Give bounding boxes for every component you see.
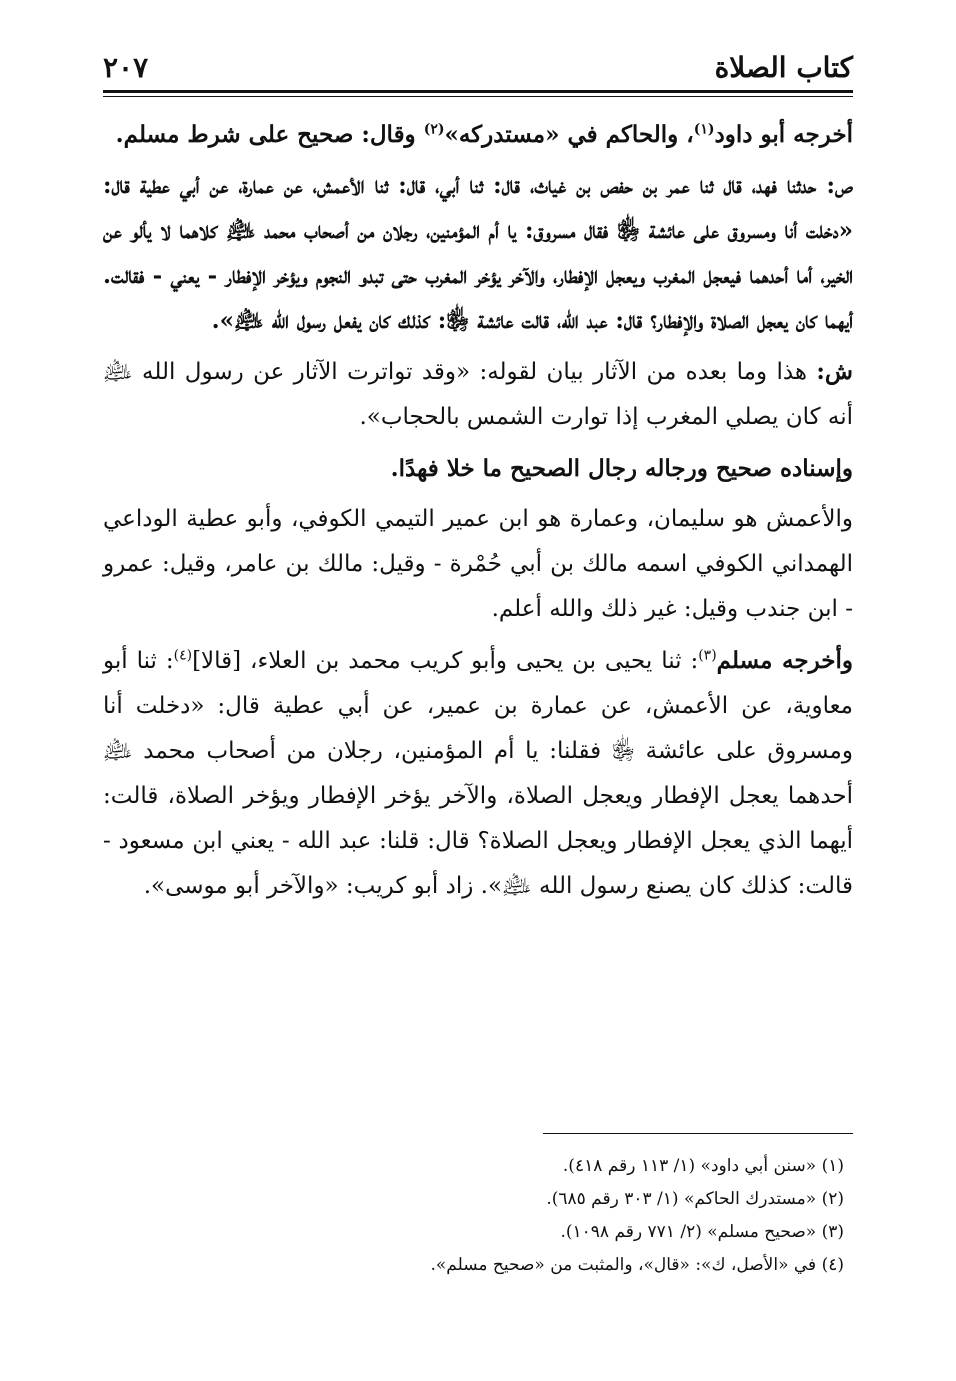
footnote-ref-4[interactable]: (٤) [173,647,193,664]
footnote-1: (١) «سنن أبي داود» (١/ ١١٣ رقم ٤١٨). [562,1156,844,1176]
running-title: كتاب الصلاة [714,51,853,84]
paragraph-sharh [103,349,853,440]
text-run: : ثنا يحيى بن يحيى وأبو كريب محمد بن العلاء، [قالا] [192,648,699,674]
shin-label: ش: [816,358,853,385]
footnote-separator [543,1133,853,1134]
hadith-text: حدثنا فهد، قال ثنا عمر بن حفص بن غياث، قال: ثنا أبي، قال: ثنا الأعمش، عن عمارة، عن أبي عطية قال: «دخلت أنا ومسروق على عائشة ﵂ فقال مسروق: يا أم المؤمنين، رجلان من أصحاب محمد ﵇ كلاهما لا يألو عن الخير، أما أحدهما فيعجل المغرب ويعجل الإفطار، والآخر يؤخر المغرب حتى تبدو النجوم ويؤخر الإفطار - يعني - فقالت. أيهما كان يعجل الصلاة والإفطار؟ قال: عبد الله، قالت عائشة ﵂: كذلك كان يفعل رسول الله ﵇». [103,172,853,334]
text-run: وقال: صحيح على شرط مسلم. [115,121,424,148]
sad-label: ص: [826,172,853,199]
sharh-text: هذا وما بعده من الآثار بيان لقوله: «وقد تواترت الآثار عن رسول الله ﵇ أنه كان يصلي المغرب إذا توارت الشمس بالحجاب». [103,359,853,430]
paragraph-narrators: والأعمش هو سليمان، وعمارة هو ابن عمير التيمي الكوفي، وأبو عطية الوداعي الهمداني الكوفي اسمه مالك بن أبي حُمْرة - وقيل: مالك بن عامر، وقيل: عمرو - ابن جندب وقيل: غير ذلك والله أعلم. [103,506,853,622]
footnote-4: (٤) في «الأصل، ك»: «قال»، والمثبت من «صحيح مسلم». [430,1255,844,1275]
footnote-2: (٢) «مستدرك الحاكم» (١/ ٣٠٣ رقم ٦٨٥). [546,1189,844,1209]
paragraph-takhrij-abu-dawud [103,112,853,157]
page-header [103,40,853,88]
text-run: : ثنا أبو معاوية، عن الأعمش، عن عمارة بن عمير، عن أبي عطية قال: «دخلت أنا ومسروق على عائشة ﵂ فقلنا: يا أم المؤمنين، رجلان من أصحاب محمد ﵇ أحدهما يعجل الإفطار ويعجل الصلاة، والآخر يؤخر الإفطار ويؤخر الصلاة، قالت: أيهما الذي يعجل الإفطار ويعجل الصلاة؟ قال: قلنا: عبد الله - يعني ابن مسعود - قالت: كذلك كان يصنع رسول الله ﵇». زاد أبو كريب: «والآخر أبو موسى». [103,648,853,899]
paragraph-hadith-text [103,163,853,343]
text-run: أخرجه أبو داود [714,121,853,148]
paragraph-takhrij-muslim [103,638,853,909]
footnote-ref-2[interactable]: (٢) [423,121,445,138]
text-run: ، والحاكم في «مستدركه» [444,121,694,148]
page-number: ٢٠٧ [103,51,149,84]
footnote-3: (٣) «صحيح مسلم» (٢/ ٧٧١ رقم ١٠٩٨). [560,1222,844,1242]
muslim-label: وأخرجه مسلم [716,647,853,674]
header-rule-thin [103,96,853,97]
main-text [103,112,853,915]
paragraph-isnad-grading: وإسناده صحيح ورجاله رجال الصحيح ما خلا فهدًا. [390,455,853,482]
header-rule-thick [103,90,853,93]
footnote-ref-3[interactable]: (٣) [698,647,717,664]
footnote-ref-1[interactable]: (١) [693,121,715,138]
footnotes [103,1150,844,1282]
